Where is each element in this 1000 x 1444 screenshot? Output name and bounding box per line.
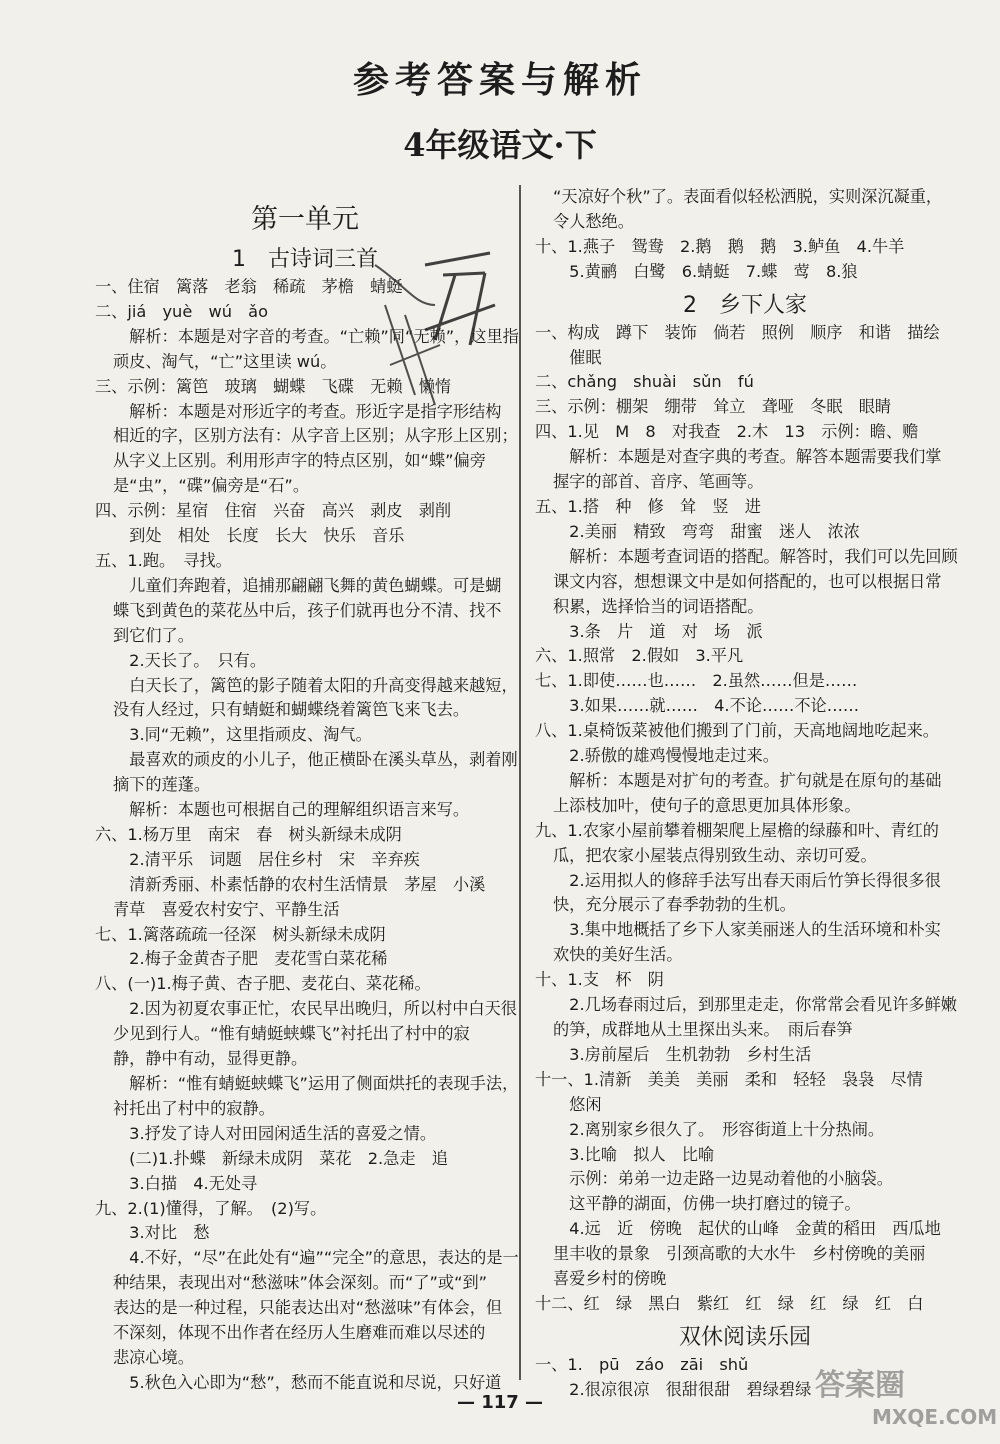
answer-line: 5.黄鹂 白鹭 6.蜻蜓 7.蝶 莺 8.狼 [553, 261, 858, 281]
answer-line: 4.远 近 傍晚 起伏的山峰 金黄的稻田 西瓜地 [553, 1219, 941, 1239]
answer-line: 从字义上区别。利用形声字的特点区别，如“蝶”偏旁 [113, 451, 486, 471]
lesson-number: 1 [231, 247, 246, 272]
answer-line: 示例：弟弟一边走路一边晃动着他的小脑袋。 [553, 1169, 893, 1189]
page-number: — 117 — [456, 1392, 544, 1413]
column-divider [519, 185, 521, 1380]
answer-line: 四、示例：星宿 住宿 兴奋 高兴 剥皮 剥削 [95, 501, 452, 521]
watermark-logo: 答案圈 [815, 1368, 905, 1403]
answer-line: 3.条 片 道 对 场 派 [553, 621, 763, 641]
answer-line: 催眠 [553, 347, 602, 367]
answer-line: 十、1.燕子 鸳鸯 2.鹅 鹅 鹅 3.鲈鱼 4.牛羊 [535, 236, 905, 256]
answer-line: 2.美丽 精致 弯弯 甜蜜 迷人 浓浓 [553, 521, 860, 541]
answer-line: 三、示例：篱笆 玻璃 蝴蝶 飞碟 无赖 懒惰 [95, 376, 452, 396]
answer-line: 顽皮、淘气，“亡”这里读 wú。 [113, 351, 337, 371]
answer-line: 静，静中有动，显得更静。 [113, 1049, 308, 1069]
left-answer-list [95, 275, 519, 1396]
answer-line: 解析：“惟有蜻蜓蛱蝶飞”运用了侧面烘托的表现手法， [113, 1074, 519, 1093]
section-title: 双休阅读乐园 [678, 1324, 811, 1350]
answer-line: 课文内容，想想课文中是如何搭配的，也可以根据日常 [553, 571, 942, 591]
answer-line: 喜爱乡村的傍晚 [553, 1269, 667, 1289]
answer-line: 2.骄傲的雄鸡慢慢地走过来。 [553, 746, 779, 766]
answer-line: 3.房前屋后 生机勃勃 乡村生活 [553, 1044, 812, 1064]
lesson-number-2: 2 [682, 292, 697, 318]
answer-line: 这平静的湖面，仿佛一块打磨过的镜子。 [553, 1194, 861, 1214]
answer-line: 解析：本题是对查字典的考查。解答本题需要我们掌 [553, 447, 942, 467]
answer-line: 解析：本题是对字音的考查。“亡赖”同“无赖”，这里指 [113, 326, 519, 346]
answer-line: 5.秋色入心即为“愁”，愁而不能直说和尽说，只好道 [113, 1372, 502, 1392]
sub-title: 4年级语文·下 [403, 126, 597, 164]
answer-line: 八、(一)1.梅子黄、杏子肥、麦花白、菜花稀。 [95, 974, 431, 994]
answer-line: 少见到行人。“惟有蜻蜓蛱蝶飞”衬托出了村中的寂 [113, 1024, 470, 1044]
answer-line: 令人愁绝。 [553, 211, 634, 231]
answer-line: 清新秀丽、朴素恬静的农村生活情景 茅屋 小溪 [113, 874, 486, 894]
right-answer-list-b [535, 321, 958, 1317]
answer-line: 没有人经过，只有蜻蜓和蝴蝶绕着篱笆飞来飞去。 [113, 700, 470, 720]
answer-line: 3.同“无赖”，这里指顽皮、淘气。 [113, 725, 372, 745]
answer-line: 五、1.搭 种 修 耸 竖 进 [535, 496, 761, 516]
answer-line: 八、1.桌椅饭菜被他们搬到了门前，天高地阔地吃起来。 [535, 721, 939, 741]
answer-line: 2.几场春雨过后，到那里走走，你常常会看见许多鲜嫩 [553, 995, 957, 1015]
answer-line: 七、1.篱落疏疏一径深 树头新绿未成阴 [95, 924, 386, 944]
answer-line: 十二、红 绿 黑白 紫红 红 绿 红 绿 红 白 [535, 1293, 924, 1313]
answer-line: 一、住宿 篱落 老翁 稀疏 茅檐 蜻蜓 [95, 277, 403, 296]
answer-line: (二)1.扑蝶 新绿未成阴 菜花 2.急走 追 [113, 1148, 448, 1168]
answer-line: 二、jiá yuè wú ǎo [95, 301, 268, 321]
answer-line: 九、2.(1)懂得，了解。 (2)写。 [95, 1198, 327, 1218]
answer-line: 2.运用拟人的修辞手法写出春天雨后竹笋长得很多很 [553, 870, 941, 890]
answer-line: 蝶飞到黄色的菜花丛中后，孩子们就再也分不清、找不 [113, 600, 502, 620]
answer-line: 二、chǎng shuài sǔn fú [535, 372, 754, 392]
watermark-url: MXQE.COM [872, 1405, 998, 1429]
answer-line: 3.集中地概括了乡下人家美丽迷人的生活环境和朴实 [553, 920, 941, 940]
answer-line: 3.如果……就…… 4.不论……不论…… [553, 696, 860, 716]
answer-line: 握字的部首、音序、笔画等。 [553, 472, 764, 492]
answer-line: 欢快的美好生活。 [553, 945, 683, 965]
answer-line: 不深刻，体现不出作者在经历人生磨难而难以尽述的 [113, 1323, 486, 1343]
answer-line: 一、1. pū záo zāi shǔ [535, 1354, 749, 1374]
answer-line: 2.天长了。 只有。 [113, 650, 267, 670]
answer-line: 最喜欢的顽皮的小儿子，他正横卧在溪头草丛，剥着刚 [113, 750, 518, 770]
answer-line: 3.比喻 拟人 比喻 [553, 1144, 715, 1164]
answer-line: 九、1.农家小屋前攀着棚架爬上屋檐的绿藤和叶、青红的 [535, 820, 939, 840]
answer-line: 快，充分展示了春季勃勃的生机。 [553, 895, 796, 915]
answer-line: 积累，选择恰当的词语搭配。 [553, 596, 764, 616]
answer-line: 解析：本题是对扩句的考查。扩句就是在原句的基础 [553, 770, 942, 790]
unit-title: 第一单元 [251, 204, 359, 235]
answer-line: 2.因为初夏农事正忙，农民早出晚归，所以村中白天很 [113, 999, 517, 1019]
answer-line: 解析：本题是对形近字的考查。形近字是指字形结构 [113, 401, 502, 421]
answer-line: 儿童们奔跑着，追捕那翩翩飞舞的黄色蝴蝶。可是蝴 [113, 575, 502, 595]
page-title: 参考答案与解析 [352, 59, 647, 101]
answer-line: 七、1.即使……也…… 2.虽然……但是…… [535, 671, 858, 691]
answer-line: 青草 喜爱农村安宁、平静生活 [113, 899, 340, 919]
answer-line: 解析：本题考查词语的搭配。解答时，我们可以先回顾 [553, 546, 958, 566]
answer-line: 摘下的莲蓬。 [113, 775, 211, 795]
answer-line: 四、1.见 M 8 对我查 2.木 13 示例：瞻、赡 [535, 422, 919, 442]
answer-line: 解析：本题也可根据自己的理解组织语言来写。 [113, 800, 470, 820]
answer-line: 种结果，表现出对“愁滋味”体会深刻。而“了”或“到” [113, 1273, 488, 1293]
answer-line: 白天长了，篱笆的影子随着太阳的升高变得越来越短， [113, 675, 518, 695]
answer-line: 十、1.支 杯 阴 [535, 970, 664, 990]
answer-line: 2.离别家乡很久了。 形容街道上十分热闹。 [553, 1119, 885, 1139]
answer-line: 一、构成 蹲下 装饰 倘若 照例 顺序 和谐 描绘 [535, 322, 940, 342]
answer-line: 瓜，把农家小屋装点得别致生动、亲切可爱。 [553, 845, 877, 865]
answer-line: 悲凉心境。 [113, 1347, 194, 1367]
right-answer-list-a [535, 185, 955, 285]
answer-line: 3.白描 4.无处寻 [113, 1173, 258, 1193]
answer-line: 相近的字，区别方法有：从字音上区别；从字形上区别； [113, 426, 518, 446]
answer-line: 十一、1.清新 美美 美丽 柔和 轻轻 袅袅 尽情 [535, 1069, 923, 1089]
answer-line: 3.对比 愁 [113, 1223, 210, 1243]
answer-line: 3.抒发了诗人对田园闲适生活的喜爱之情。 [113, 1123, 437, 1143]
answer-line: 到它们了。 [113, 625, 194, 645]
answer-line: 六、1.杨万里 南宋 春 树头新绿未成阴 [95, 824, 402, 844]
answer-line: 2.清平乐 词题 居住乡村 宋 辛弃疾 [113, 849, 420, 869]
lesson-name-2: 乡下人家 [718, 292, 807, 318]
answer-line: 里丰收的景象 引颈高歌的大水牛 乡村傍晚的美丽 [553, 1244, 926, 1264]
answer-line: 衬托出了村中的寂静。 [113, 1098, 275, 1118]
answer-line: 表达的是一种过程，只能表达出对“愁滋味”有体会，但 [113, 1298, 503, 1318]
answer-line: 是“虫”，“碟”偏旁是“石”。 [113, 476, 310, 496]
answer-line: 2.梅子金黄杏子肥 麦花雪白菜花稀 [113, 949, 388, 969]
answer-line: 三、示例：棚架 绷带 耸立 聋哑 冬眠 眼睛 [535, 397, 892, 417]
answer-line: “天凉好个秋”了。表面看似轻松洒脱，实则深沉凝重， [553, 187, 943, 206]
answer-line: 悠闲 [553, 1094, 602, 1114]
answer-line: 的笋，成群地从土里探出头来。 雨后春笋 [553, 1020, 853, 1039]
handwritten-stamp-icon [365, 245, 505, 415]
right-column [535, 185, 958, 1403]
lesson-name: 古诗词三首 [267, 247, 378, 272]
answer-line: 到处 相处 长度 长大 快乐 音乐 [113, 526, 405, 546]
answer-line: 六、1.照常 2.假如 3.平凡 [535, 646, 744, 666]
answer-line: 2.很凉很凉 很甜很甜 碧绿碧绿 [553, 1379, 812, 1399]
answer-line: 4.不好，“尽”在此处有“遍”“完全”的意思，表达的是一 [113, 1248, 519, 1268]
answer-line: 五、1.跑。 寻找。 [95, 550, 232, 570]
answer-line: 上添枝加叶，使句子的意思更加具体形象。 [553, 795, 861, 815]
lesson-title-2 [535, 288, 955, 319]
